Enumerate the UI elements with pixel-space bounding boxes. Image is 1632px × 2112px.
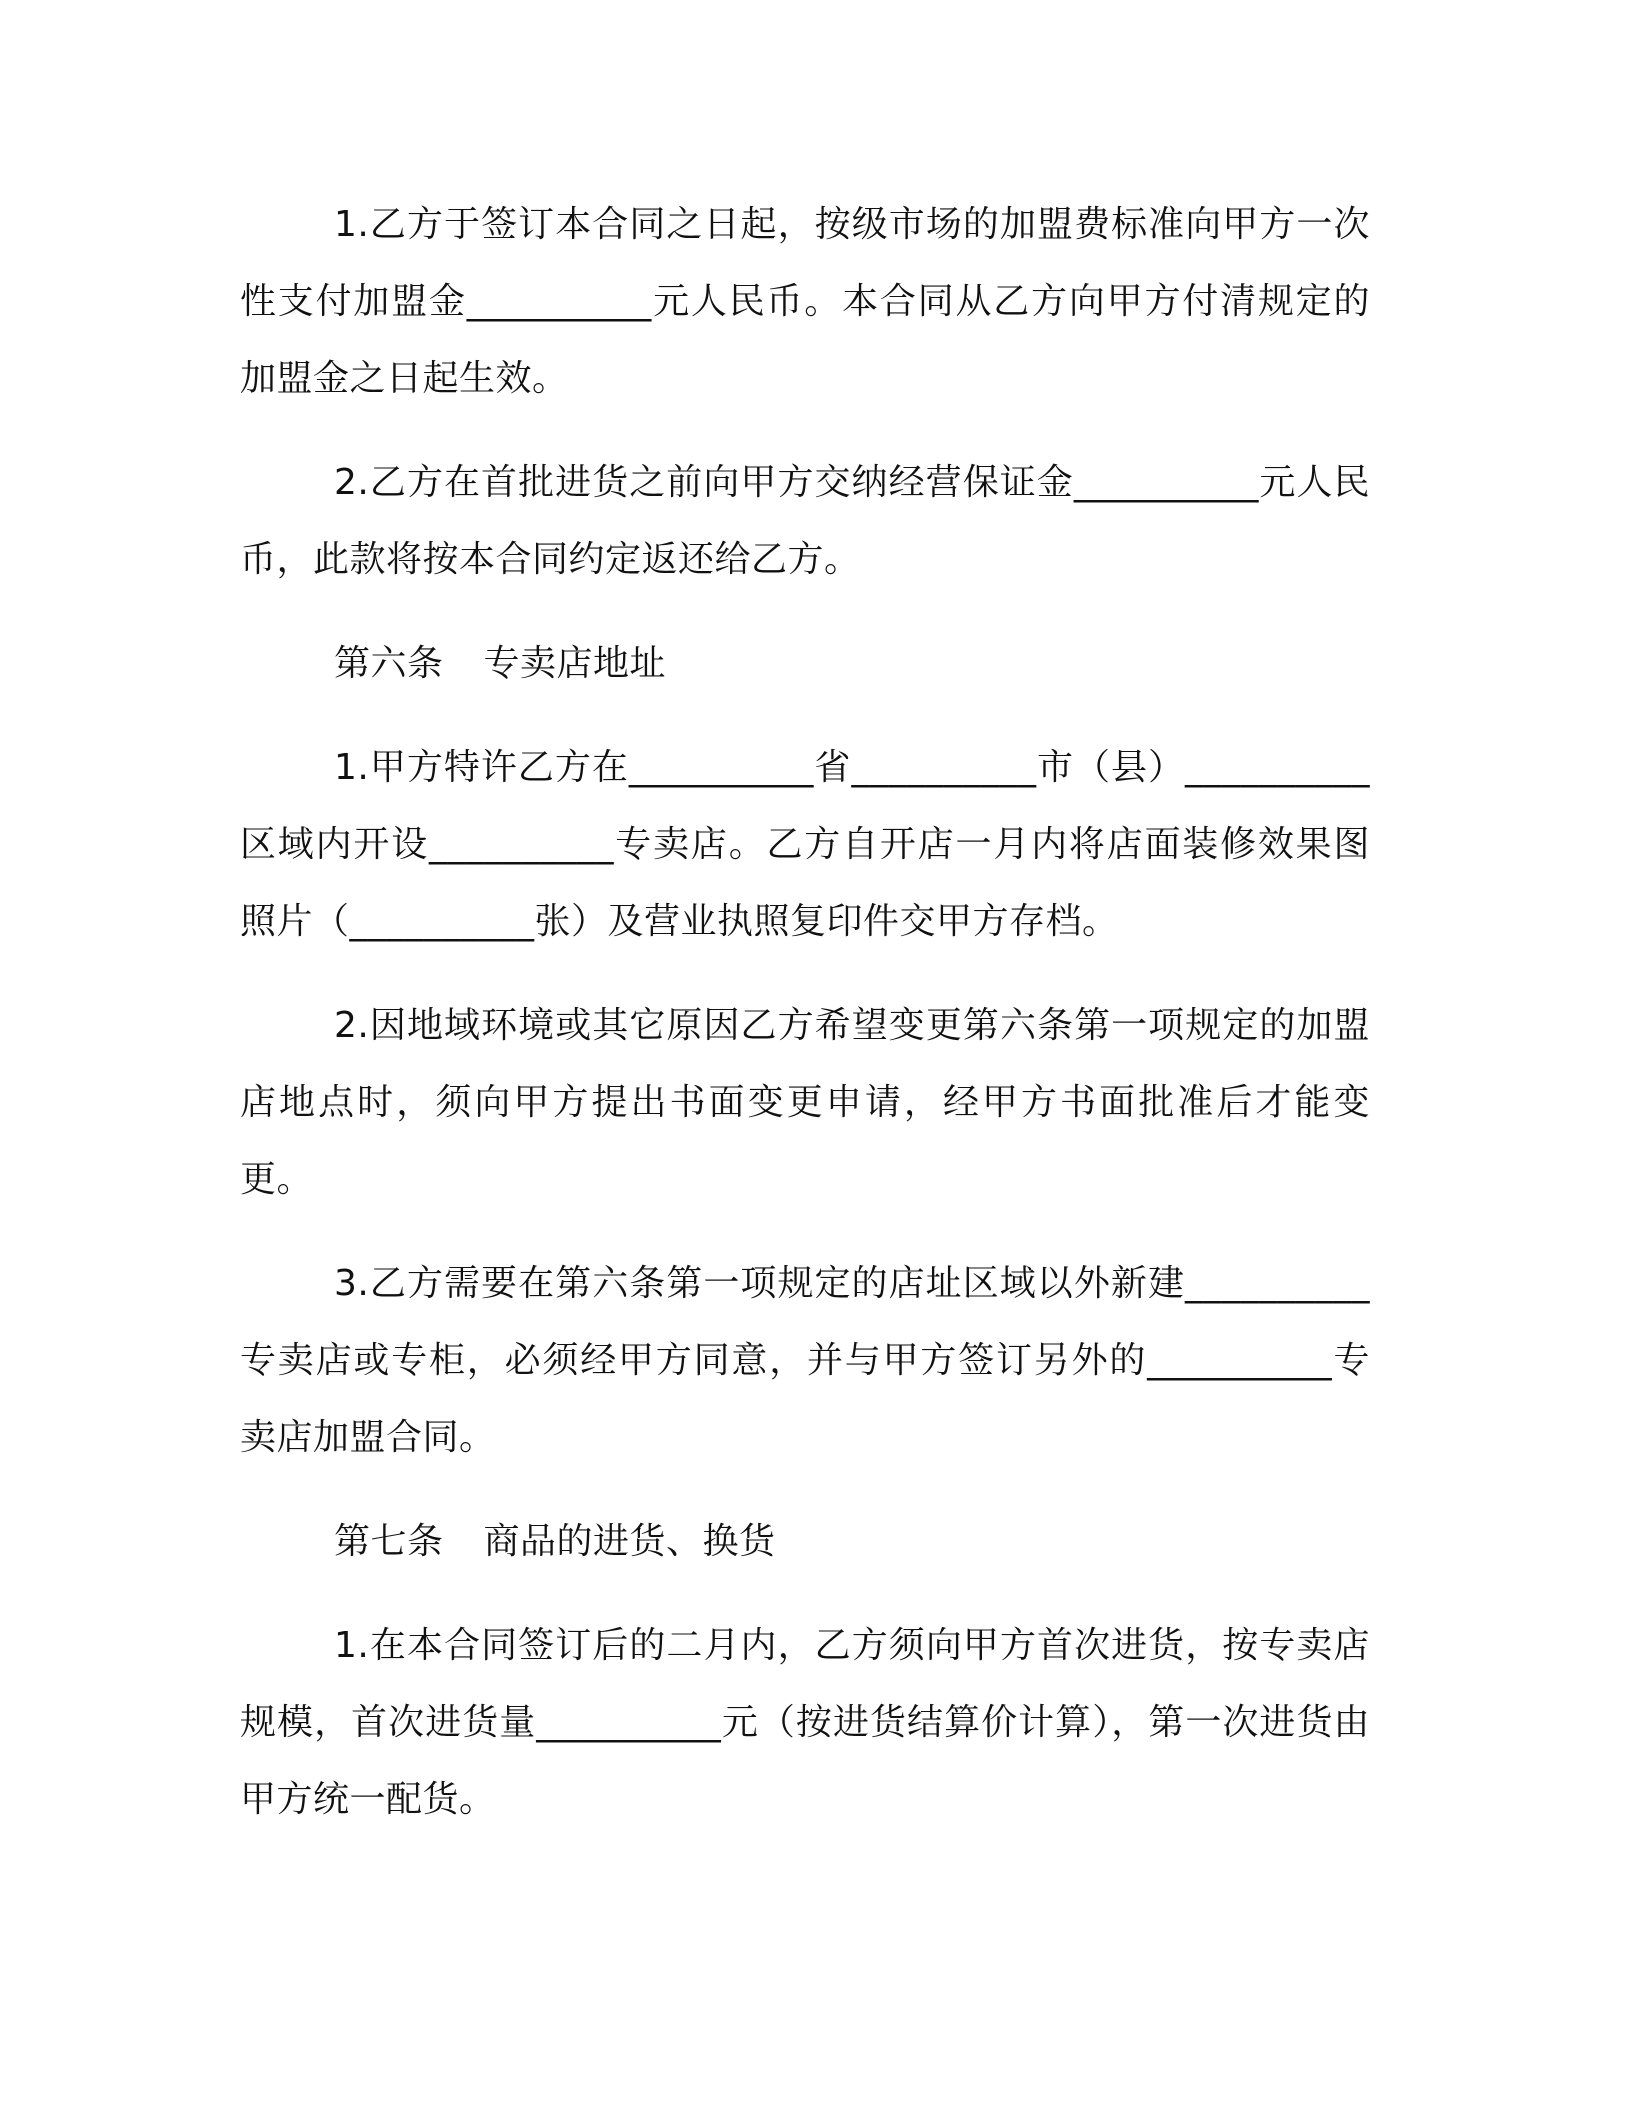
- article-6-heading: [240, 625, 1370, 702]
- clause-security-deposit: 2.乙方在首批进货之前向甲方交纳经营保证金__________元人民币，此款将按本合同约定返还给乙方。: [240, 462, 1370, 580]
- clause-store-location: 1.甲方特许乙方在__________省__________市（县）__________区域内开设__________专卖店。乙方自开店一月内将店面装修效果图照片（__________张）及营业执照复印件交甲方存档。: [240, 747, 1370, 942]
- clause-location-change: 2.因地域环境或其它原因乙方希望变更第六条第一项规定的加盟店地点时，须向甲方提出书面变更申请，经甲方书面批准后才能变更。: [240, 1005, 1370, 1200]
- clause-new-store: 3.乙方需要在第六条第一项规定的店址区域以外新建__________专卖店或专柜，必须经甲方同意，并与甲方签订另外的__________专卖店加盟合同。: [240, 1263, 1370, 1458]
- clause-franchise-fee: 1.乙方于签订本合同之日起，按级市场的加盟费标准向甲方一次性支付加盟金__________元人民币。本合同从乙方向甲方付清规定的加盟金之日起生效。: [240, 204, 1370, 399]
- clause-first-purchase: 1.在本合同签订后的二月内，乙方须向甲方首次进货，按专卖店规模，首次进货量__________元（按进货结算价计算），第一次进货由甲方统一配货。: [240, 1625, 1370, 1820]
- article-7-heading: [240, 1503, 1370, 1580]
- article-6-title: 专卖店地址: [483, 643, 667, 684]
- article-7-number: 第七条: [334, 1521, 444, 1562]
- article-6-number: 第六条: [334, 643, 444, 684]
- document-page: [240, 186, 1370, 1865]
- article-7-title: 商品的进货、换货: [483, 1521, 776, 1562]
